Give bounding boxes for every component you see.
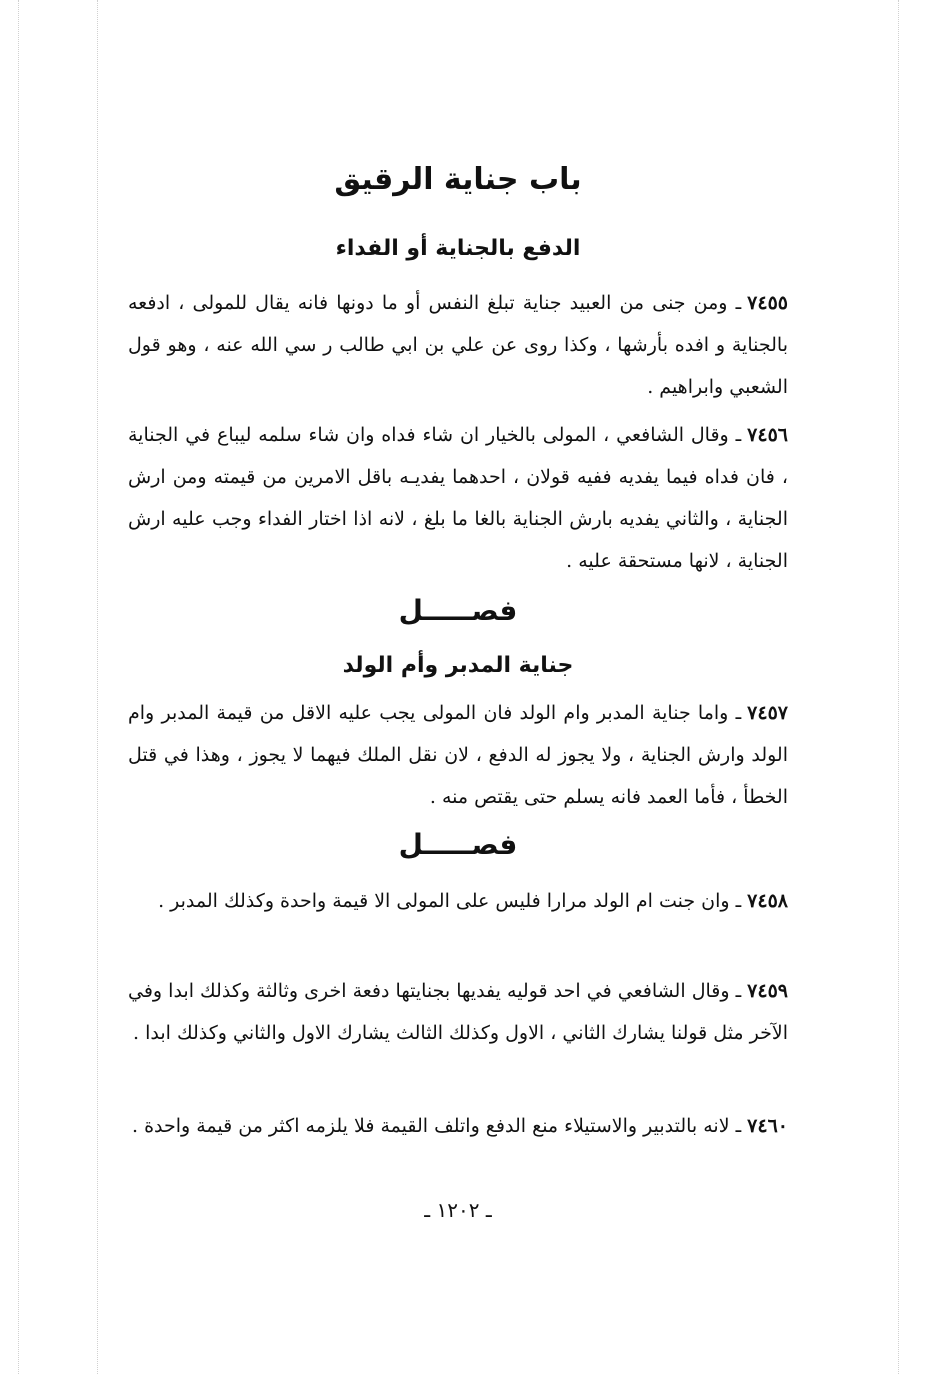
paragraph-7460 [128, 1105, 788, 1147]
paragraph-text: ـ وقال الشافعي ، المولى بالخيار ان شاء فداه وان شاء سلمه ليباع في الجناية ، فان فداه فيما يفديه ففيه قولان ، احدهما يفديـه باقل الامرين من قيمته ومن ارش الجناية ، والثاني يفديه بارش الجناية بالغا ما بلغ ، لانه اذا اختار الفداء وجب عليه ارش الجناية ، لانها مستحقة عليه . [128, 424, 789, 572]
paragraph-text: ـ ومن جنى من العبيد جناية تبلغ النفس أو ما دونها فانه يقال للمولى ، ادفعه بالجناية و افده بأرشها ، وكذا روى عن علي بن ابي طالب ر سي الله عنه ، وهو قول الشعبي وابراهيم . [128, 292, 788, 398]
paragraph-7457 [128, 692, 788, 818]
fasl-heading: فصـــــل [398, 828, 518, 861]
paragraph-7456 [128, 414, 788, 582]
paragraph-number: ٧٤٥٦ [747, 424, 788, 446]
scan-guide-line [18, 0, 19, 1374]
scan-guide-line [898, 0, 899, 1374]
paragraph-number: ٧٤٥٨ [747, 890, 788, 912]
paragraph-number: ٧٤٥٥ [747, 292, 788, 314]
paragraph-text: ـ وقال الشافعي في احد قوليه يفديها بجنايتها دفعة اخرى وثالثة وكذلك ابدا وفي الآخر مثل قولنا يشارك الثاني ، الاول وكذلك الثالث يشارك الاول والثاني وكذلك ابدا . [128, 980, 788, 1044]
paragraph-text: ـ واما جناية المدبر وام الولد فان المولى يجب عليه الاقل من قيمة المدبر وام الولد وارش الجناية ، ولا يجوز له الدفع ، لان نقل الملك فيهما لا يجوز ، وهذا في قتل الخطأ ، فأما العمد فانه يسلم حتى يقتص منه . [128, 702, 788, 808]
paragraph-number: ٧٤٦٠ [747, 1115, 788, 1137]
chapter-title: باب جناية الرقيق [334, 162, 582, 197]
scan-guide-line [97, 0, 98, 1374]
paragraph-number: ٧٤٥٧ [747, 702, 788, 724]
page-number: ـ ١٢٠٢ ـ [424, 1198, 492, 1222]
paragraph-7459 [128, 970, 788, 1054]
fasl-heading: فصـــــل [398, 594, 518, 627]
section-title-mudabbar: جناية المدبر وأم الولد [342, 653, 574, 678]
paragraph-7455 [128, 282, 788, 408]
paragraph-text: ـ وان جنت ام الولد مرارا فليس على المولى الا قيمة واحدة وكذلك المدبر . [158, 890, 742, 912]
section-title-ransom: الدفع بالجناية أو الفداء [335, 236, 581, 261]
paragraph-text: ـ لانه بالتدبير والاستيلاء منع الدفع واتلف القيمة فلا يلزمه اكثر من قيمة واحدة . [131, 1115, 742, 1137]
paragraph-7458 [128, 880, 788, 922]
paragraph-number: ٧٤٥٩ [747, 980, 788, 1002]
